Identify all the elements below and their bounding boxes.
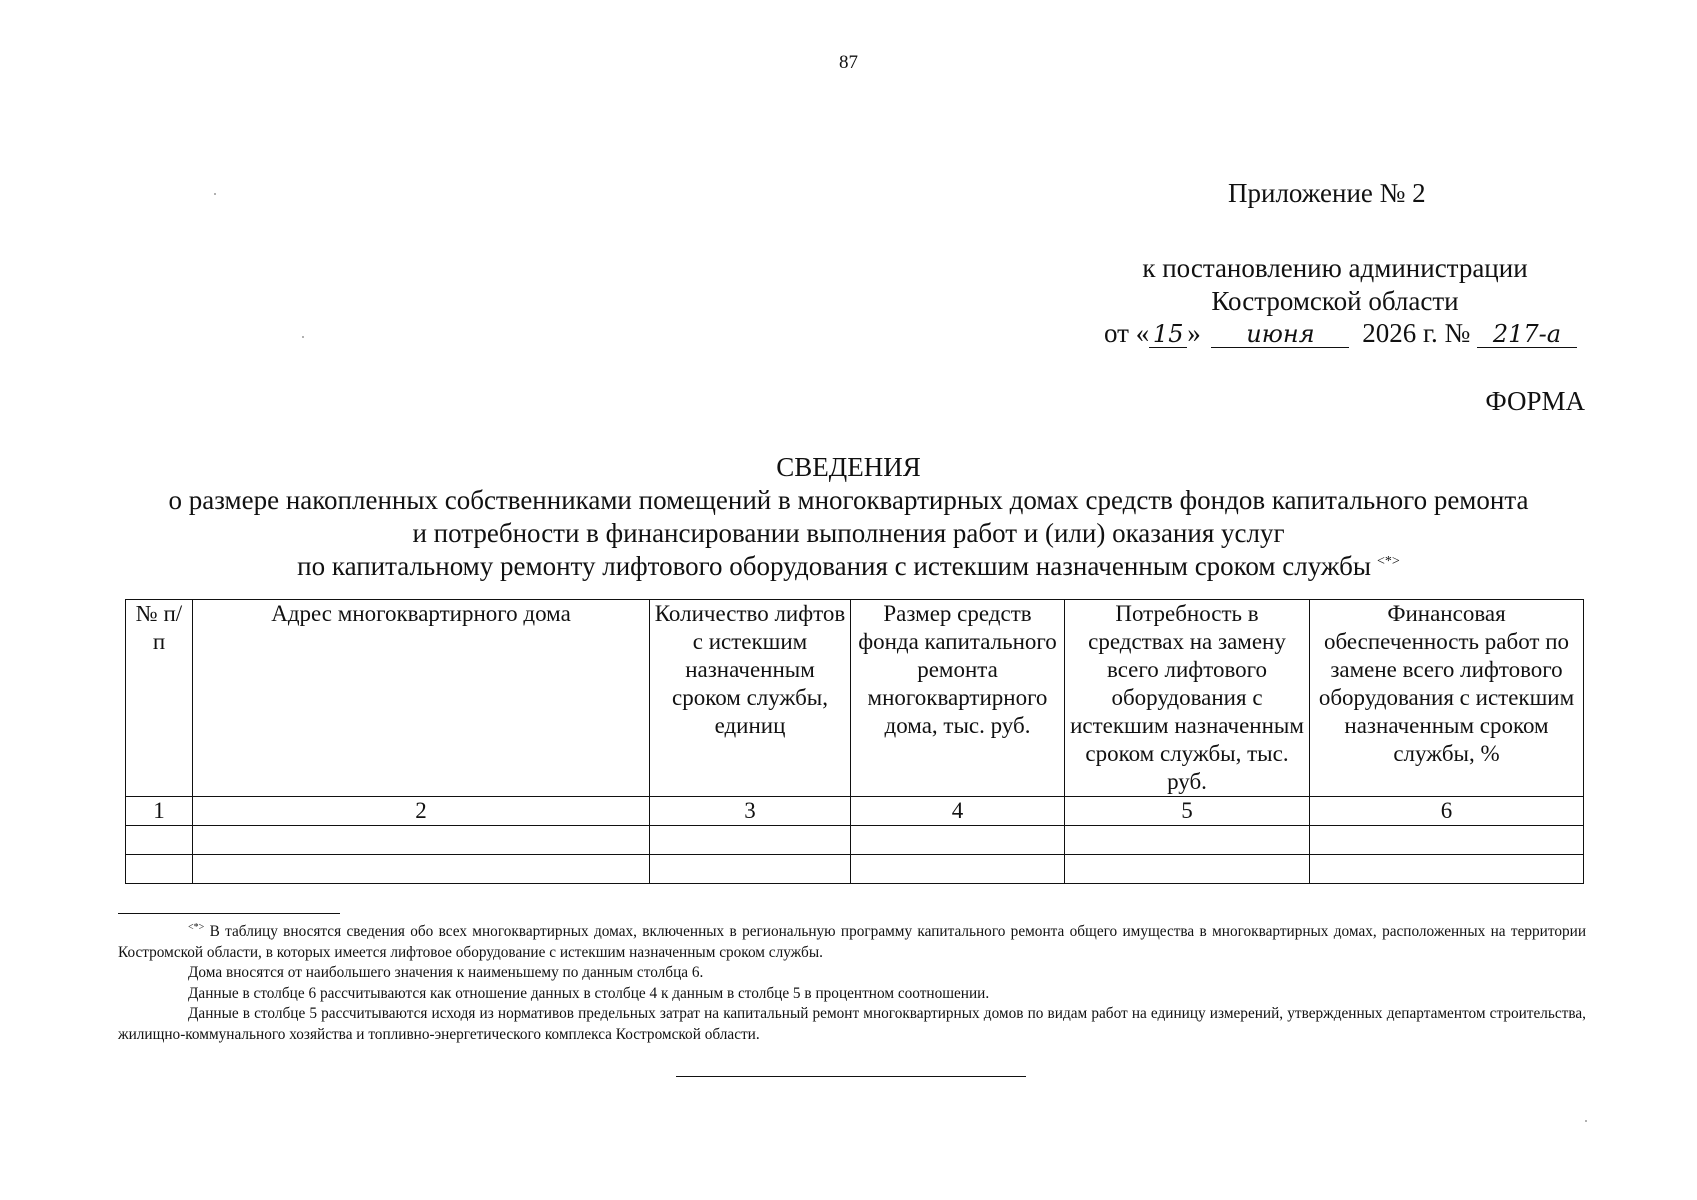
handwritten-month: июня [1211, 321, 1349, 348]
document-title-line3 [0, 551, 1697, 582]
empty-cell [193, 826, 650, 855]
column-number: 3 [650, 797, 851, 826]
column-number: 4 [851, 797, 1065, 826]
empty-cell [1065, 855, 1310, 884]
empty-cell [126, 826, 193, 855]
footnotes [118, 918, 1586, 1045]
scan-speck [302, 336, 304, 338]
header-elevator-count: Количество лифтов с истекшим назначенным сроком службы, единиц [650, 600, 851, 797]
form-label: ФОРМА [1485, 386, 1585, 416]
footnote-paragraph: Дома вносятся от наибольшего значения к наименьшему по данным столбца 6. [188, 964, 704, 982]
handwritten-day: 15 [1149, 321, 1187, 348]
footnote-text: В таблицу вносятся сведения обо всех многоквартирных домах, включенных в региональную программу капитального ремонта общего имущества в многоквартирных домах, расположенных на территории Костромской области, в которых имеется лифтовое оборудование с истекшим назначенным сроком службы. [118, 923, 1587, 961]
date-prefix: от « [1104, 318, 1150, 348]
footnote-paragraph: Данные в столбце 6 рассчитываются как отношение данных в столбце 4 к данным в столбце 5 в процентном соотношении. [188, 984, 990, 1002]
column-numbers-row [126, 797, 1584, 826]
table-header-row [126, 600, 1584, 797]
header-row-number: № п/п [126, 600, 193, 797]
page-number: 87 [839, 52, 858, 73]
appendix-title: Приложение № 2 [1228, 178, 1426, 208]
footnote-paragraph: Данные в столбце 5 рассчитываются исходя из нормативов предельных затрат на капитальный ремонт многоквартирных домов по видам работ на единицу измерений, утвержденных департаментом строительства, жилищно-коммунального хозяйства и топливно-энергетического комплекса Костромской области. [118, 1005, 1586, 1043]
empty-cell [1310, 855, 1584, 884]
document-title-line1: о размере накопленных собственниками помещений в многоквартирных домах средств фондов капитального ремонта [168, 485, 1529, 515]
header-address: Адрес многоквартирного дома [193, 600, 650, 797]
footnote-reference-mark: <*> [1377, 554, 1400, 569]
empty-cell [650, 855, 851, 884]
empty-cell [851, 855, 1065, 884]
empty-cell [1065, 826, 1310, 855]
column-number: 1 [126, 797, 193, 826]
empty-cell [1310, 826, 1584, 855]
header-financial-coverage: Финансовая обеспеченность работ по замене всего лифтового оборудования с истекшим назначенным сроком службы, % [1310, 600, 1584, 797]
empty-cell [851, 826, 1065, 855]
column-number: 2 [193, 797, 650, 826]
form-table [125, 599, 1584, 884]
document-title-line3-text: по капитальному ремонту лифтового оборудования с истекшим назначенным сроком службы [297, 551, 1372, 581]
table-row [126, 855, 1584, 884]
decree-reference-line2: Костромской области [1211, 286, 1459, 316]
empty-cell [650, 826, 851, 855]
header-fund-amount: Размер средств фонда капитального ремонта многоквартирного дома, тыс. руб. [851, 600, 1065, 797]
header-replacement-need: Потребность в средствах на замену всего лифтового оборудования с истекшим назначенным сроком службы, тыс. руб. [1065, 600, 1310, 797]
decree-reference-line1: к постановлению администрации [1142, 253, 1528, 283]
document-title-line2: и потребности в финансировании выполнения работ и (или) оказания услуг [412, 518, 1285, 548]
document-heading: СВЕДЕНИЯ [776, 452, 921, 482]
table-row [126, 826, 1584, 855]
decree-date [1104, 318, 1577, 349]
empty-cell [126, 855, 193, 884]
scan-speck [214, 193, 216, 195]
end-of-document-rule [676, 1076, 1026, 1077]
date-mid: » [1187, 318, 1201, 348]
year-and-number-label: 2026 г. № [1362, 318, 1471, 348]
footnote-separator [118, 913, 340, 914]
handwritten-decree-number: 217-а [1477, 321, 1577, 348]
empty-cell [193, 855, 650, 884]
column-number: 5 [1065, 797, 1310, 826]
scan-speck [1585, 1120, 1587, 1122]
column-number: 6 [1310, 797, 1584, 826]
footnote-mark: <*> [188, 922, 205, 933]
footnote-paragraph [118, 918, 1586, 963]
